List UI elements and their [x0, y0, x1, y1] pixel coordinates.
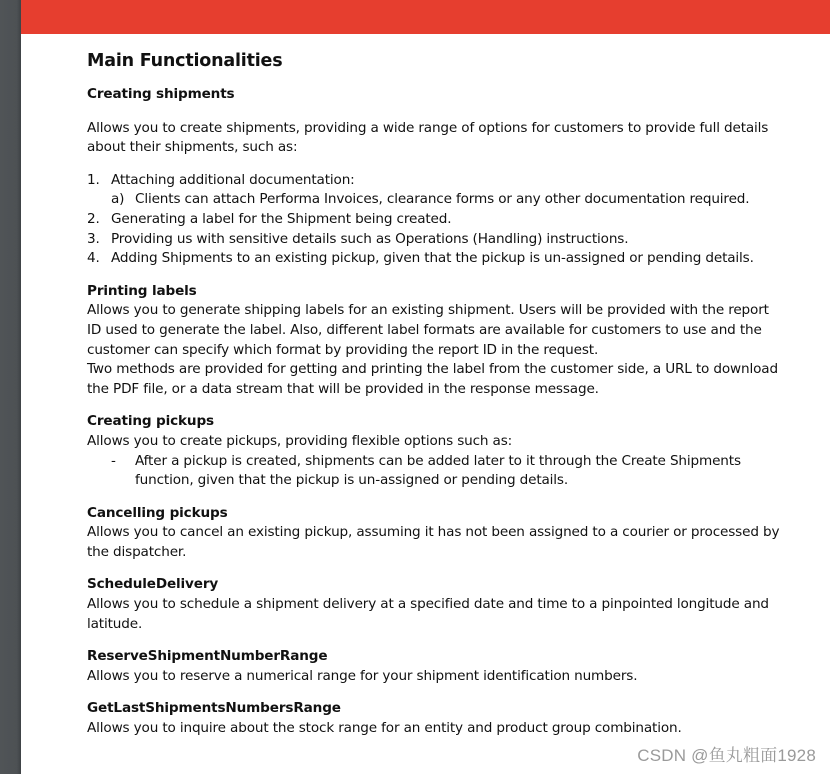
section-heading: ScheduleDelivery — [87, 576, 219, 593]
section-get-last-shipments-numbers-range — [87, 699, 787, 738]
section-paragraph: Allows you to generate shipping labels for an existing shipment. Users will be provided with the report ID used to generate the label. Also, different label formats are available for customers to use and the customer can specify which format by providing the report ID in the request. — [87, 302, 769, 358]
section-heading: Creating pickups — [87, 413, 214, 430]
section-text: Allows you to inquire about the stock range for an entity and product group combination. — [87, 720, 682, 737]
section-text: Allows you to schedule a shipment delivery at a specified date and time to a pinpointed longitude and latitude. — [87, 596, 769, 632]
section-heading: Printing labels — [87, 282, 197, 299]
section-text: Allows you to reserve a numerical range for your shipment identification numbers. — [87, 667, 638, 684]
section-text: Allows you to cancel an existing pickup, assuming it has not been assigned to a courier or processed by the dispatcher. — [87, 524, 780, 560]
sub-list-item-text: Clients can attach Performa Invoices, clearance forms or any other documentation required. — [135, 191, 750, 208]
list-item — [87, 452, 787, 491]
section-heading: Creating shipments — [87, 86, 235, 102]
list-number: 3. — [87, 230, 100, 247]
section-intro: Allows you to create pickups, providing flexible options such as: — [87, 432, 513, 449]
sub-list-letter: a) — [111, 191, 125, 208]
list-item — [87, 230, 787, 250]
watermark: CSDN @鱼丸粗面1928 — [637, 746, 816, 765]
section-heading: GetLastShipmentsNumbersRange — [87, 700, 341, 717]
bullet-list — [87, 452, 787, 491]
section-heading: ReserveShipmentNumberRange — [87, 648, 328, 665]
list-item — [87, 210, 787, 230]
document-content — [87, 50, 787, 739]
section-intro: Allows you to create shipments, providing a wide range of options for customers to provide full details about their shipments, such as: — [87, 119, 769, 156]
section-schedule-delivery — [87, 575, 787, 634]
list-item-text: Adding Shipments to an existing pickup, given that the pickup is un-assigned or pending details. — [111, 250, 754, 267]
section-cancelling-pickups — [87, 504, 787, 563]
section-creating-pickups — [87, 412, 787, 490]
list-item-text: Generating a label for the Shipment being created. — [111, 210, 452, 227]
list-number: 1. — [87, 171, 100, 188]
list-item-text: After a pickup is created, shipments can be added later to it through the Create Shipments function, given that the pickup is un-assigned or pending details. — [135, 452, 741, 489]
list-number: 4. — [87, 250, 100, 267]
list-item — [87, 249, 787, 269]
numbered-list — [87, 171, 787, 269]
page-header-bar — [21, 0, 830, 34]
page-title: Main Functionalities — [87, 51, 283, 71]
section-printing-labels — [87, 282, 787, 400]
dash-bullet: - — [111, 452, 116, 469]
document-page — [21, 0, 830, 774]
list-item-text: Attaching additional documentation: — [111, 171, 355, 188]
list-item — [87, 171, 787, 210]
sub-list-item — [111, 190, 787, 210]
section-reserve-shipment-number-range — [87, 647, 787, 686]
list-item-text: Providing us with sensitive details such as Operations (Handling) instructions. — [111, 230, 629, 247]
section-paragraph: Two methods are provided for getting and printing the label from the customer side, a URL to download the PDF file, or a data stream that will be provided in the response message. — [87, 361, 778, 397]
list-number: 2. — [87, 210, 100, 227]
section-heading: Cancelling pickups — [87, 504, 228, 521]
section-creating-shipments — [87, 85, 787, 269]
viewer-background — [0, 0, 21, 774]
